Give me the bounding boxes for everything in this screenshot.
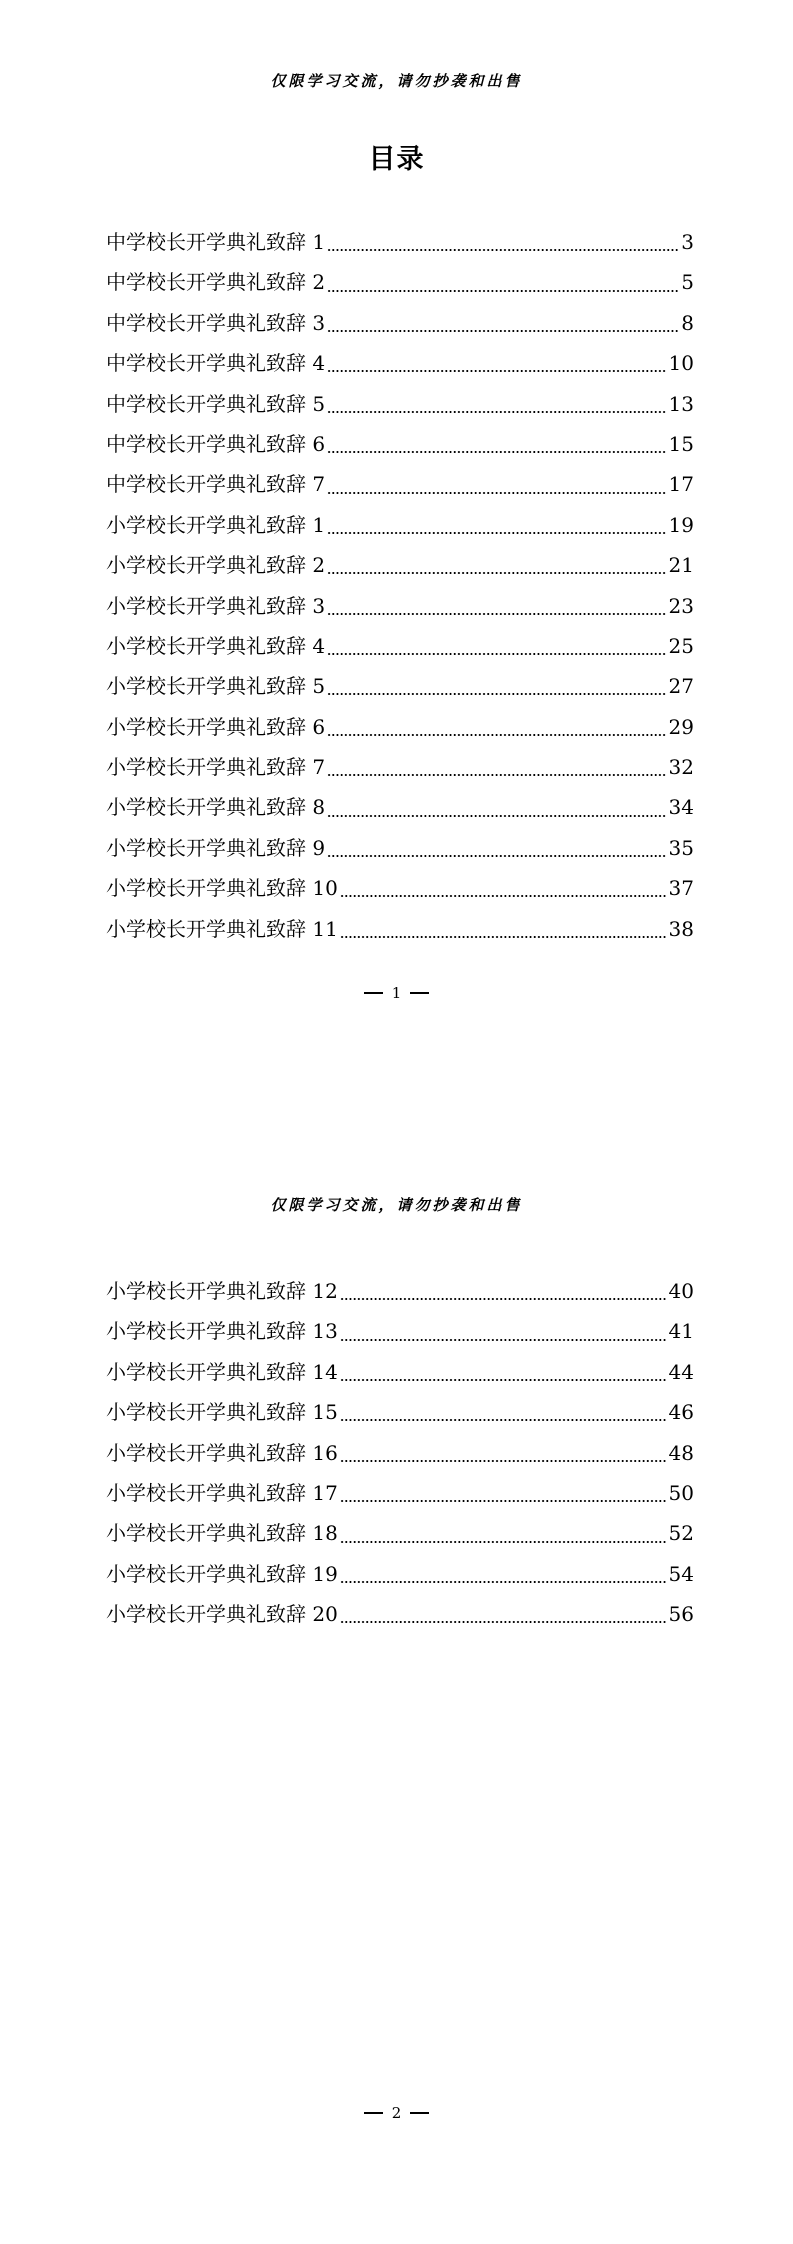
toc-entry[interactable] bbox=[106, 707, 694, 747]
toc-entry-label: 小学校长开学典礼致辞 8 bbox=[106, 795, 326, 820]
toc-entry-page: 41 bbox=[668, 1319, 694, 1344]
toc-entry[interactable] bbox=[106, 222, 694, 262]
toc-entry-label: 中学校长开学典礼致辞 6 bbox=[106, 431, 326, 456]
running-header: 仅限学习交流，请勿抄袭和出售 bbox=[270, 72, 523, 90]
dot-leader bbox=[327, 492, 666, 494]
toc-entry[interactable] bbox=[106, 343, 694, 383]
dot-leader bbox=[327, 411, 666, 413]
toc-entry-label: 小学校长开学典礼致辞 5 bbox=[106, 674, 326, 699]
dot-leader bbox=[327, 451, 666, 453]
toc-entry-page: 5 bbox=[681, 270, 694, 295]
toc-entry-page: 54 bbox=[668, 1561, 694, 1586]
toc-entry-label: 小学校长开学典礼致辞 17 bbox=[106, 1480, 338, 1505]
toc-entry-label: 小学校长开学典礼致辞 13 bbox=[106, 1319, 338, 1344]
dot-leader bbox=[340, 1541, 667, 1543]
toc-entry-page: 52 bbox=[668, 1521, 694, 1546]
toc-entry-label: 小学校长开学典礼致辞 4 bbox=[106, 633, 326, 658]
toc-entry-page: 13 bbox=[668, 391, 694, 416]
dot-leader bbox=[340, 1621, 667, 1623]
page-number: 2 bbox=[391, 2104, 402, 2122]
toc-entry-page: 32 bbox=[668, 755, 694, 780]
toc-entry-page: 37 bbox=[668, 876, 694, 901]
toc-entry[interactable] bbox=[106, 1554, 694, 1594]
dot-leader bbox=[327, 815, 666, 817]
dash-left bbox=[364, 2112, 383, 2114]
toc-entry[interactable] bbox=[106, 666, 694, 706]
toc-entry-page: 3 bbox=[681, 230, 694, 254]
page-number-footer bbox=[0, 2103, 793, 2123]
toc-entry-label: 小学校长开学典礼致辞 11 bbox=[106, 916, 338, 941]
toc-entry[interactable] bbox=[106, 1594, 694, 1634]
toc-entry[interactable] bbox=[106, 828, 694, 868]
toc-entry[interactable] bbox=[106, 586, 694, 626]
toc-entry-label: 小学校长开学典礼致辞 18 bbox=[106, 1521, 338, 1546]
toc-entry[interactable] bbox=[106, 626, 694, 666]
toc-entry-label: 中学校长开学典礼致辞 3 bbox=[106, 310, 326, 335]
toc-entry[interactable] bbox=[106, 868, 694, 908]
dash-left bbox=[364, 992, 383, 994]
toc-entry-page: 17 bbox=[668, 472, 694, 497]
toc-list bbox=[106, 222, 694, 949]
toc-entry-label: 中学校长开学典礼致辞 4 bbox=[106, 351, 326, 376]
toc-entry-label: 小学校长开学典礼致辞 1 bbox=[106, 512, 326, 537]
toc-entry[interactable] bbox=[106, 1271, 694, 1311]
toc-title: 目录 bbox=[368, 144, 425, 175]
toc-entry[interactable] bbox=[106, 1473, 694, 1513]
dot-leader bbox=[340, 1379, 667, 1381]
toc-entry-page: 44 bbox=[668, 1359, 694, 1384]
toc-entry[interactable] bbox=[106, 1433, 694, 1473]
toc-entry-label: 中学校长开学典礼致辞 7 bbox=[106, 472, 326, 497]
toc-entry-label: 小学校长开学典礼致辞 2 bbox=[106, 553, 326, 578]
toc-entry-page: 15 bbox=[668, 431, 694, 456]
toc-entry-label: 小学校长开学典礼致辞 3 bbox=[106, 593, 326, 618]
dot-leader bbox=[327, 774, 666, 776]
toc-entry-page: 56 bbox=[668, 1602, 694, 1627]
toc-entry[interactable] bbox=[106, 505, 694, 545]
toc-entry-page: 23 bbox=[668, 593, 694, 618]
toc-entry[interactable] bbox=[106, 1311, 694, 1351]
dot-leader bbox=[327, 653, 666, 655]
toc-entry[interactable] bbox=[106, 424, 694, 464]
document-page-2 bbox=[0, 1122, 793, 2244]
toc-entry-page: 46 bbox=[668, 1400, 694, 1425]
toc-entry-page: 48 bbox=[668, 1440, 694, 1465]
dot-leader bbox=[327, 532, 666, 534]
running-header: 仅限学习交流，请勿抄袭和出售 bbox=[270, 1196, 523, 1214]
toc-entry-page: 35 bbox=[668, 835, 694, 860]
toc-entry[interactable] bbox=[106, 262, 694, 302]
toc-entry-label: 小学校长开学典礼致辞 6 bbox=[106, 714, 326, 739]
toc-entry-label: 小学校长开学典礼致辞 9 bbox=[106, 835, 326, 860]
dot-leader bbox=[327, 734, 666, 736]
toc-entry-page: 10 bbox=[668, 351, 694, 376]
dot-leader bbox=[340, 1339, 667, 1341]
dot-leader bbox=[327, 249, 679, 251]
dot-leader bbox=[340, 1460, 667, 1462]
toc-entry-label: 小学校长开学典礼致辞 16 bbox=[106, 1440, 338, 1465]
toc-entry-label: 小学校长开学典礼致辞 10 bbox=[106, 876, 338, 901]
toc-entry[interactable] bbox=[106, 787, 694, 827]
toc-entry-page: 8 bbox=[681, 310, 694, 335]
toc-entry-label: 小学校长开学典礼致辞 19 bbox=[106, 1561, 338, 1586]
dot-leader bbox=[340, 895, 667, 897]
dash-right bbox=[410, 2112, 429, 2114]
toc-entry[interactable] bbox=[106, 464, 694, 504]
dot-leader bbox=[340, 1298, 667, 1300]
dot-leader bbox=[340, 1581, 667, 1583]
toc-entry[interactable] bbox=[106, 384, 694, 424]
toc-entry[interactable] bbox=[106, 545, 694, 585]
toc-list bbox=[106, 1271, 694, 1635]
toc-entry[interactable] bbox=[106, 747, 694, 787]
dot-leader bbox=[327, 330, 679, 332]
toc-entry-label: 小学校长开学典礼致辞 7 bbox=[106, 755, 326, 780]
toc-entry-page: 25 bbox=[668, 633, 694, 658]
toc-entry-label: 小学校长开学典礼致辞 20 bbox=[106, 1602, 338, 1627]
toc-entry-label: 小学校长开学典礼致辞 12 bbox=[106, 1279, 338, 1303]
toc-entry-page: 19 bbox=[668, 512, 694, 537]
dash-right bbox=[410, 992, 429, 994]
toc-entry[interactable] bbox=[106, 303, 694, 343]
toc-entry[interactable] bbox=[106, 909, 694, 949]
toc-entry[interactable] bbox=[106, 1392, 694, 1432]
dot-leader bbox=[327, 572, 666, 574]
toc-entry[interactable] bbox=[106, 1352, 694, 1392]
toc-entry-page: 34 bbox=[668, 795, 694, 820]
toc-entry-label: 小学校长开学典礼致辞 15 bbox=[106, 1400, 338, 1425]
toc-entry-page: 27 bbox=[668, 674, 694, 699]
page-number-footer bbox=[0, 983, 793, 1003]
dot-leader bbox=[327, 855, 666, 857]
dot-leader bbox=[327, 290, 679, 292]
dot-leader bbox=[340, 1500, 667, 1502]
dot-leader bbox=[327, 613, 666, 615]
toc-entry-page: 21 bbox=[668, 553, 694, 578]
toc-entry-label: 中学校长开学典礼致辞 5 bbox=[106, 391, 326, 416]
toc-entry-label: 中学校长开学典礼致辞 1 bbox=[106, 230, 326, 254]
page-number: 1 bbox=[391, 984, 402, 1002]
toc-entry-page: 50 bbox=[668, 1480, 694, 1505]
toc-entry-page: 40 bbox=[668, 1279, 694, 1303]
dot-leader bbox=[340, 1419, 667, 1421]
toc-entry-label: 中学校长开学典礼致辞 2 bbox=[106, 270, 326, 295]
toc-entry-page: 38 bbox=[668, 916, 694, 941]
toc-entry-page: 29 bbox=[668, 714, 694, 739]
dot-leader bbox=[340, 936, 667, 938]
dot-leader bbox=[327, 693, 666, 695]
toc-entry[interactable] bbox=[106, 1513, 694, 1553]
dot-leader bbox=[327, 370, 666, 372]
toc-entry-label: 小学校长开学典礼致辞 14 bbox=[106, 1359, 338, 1384]
